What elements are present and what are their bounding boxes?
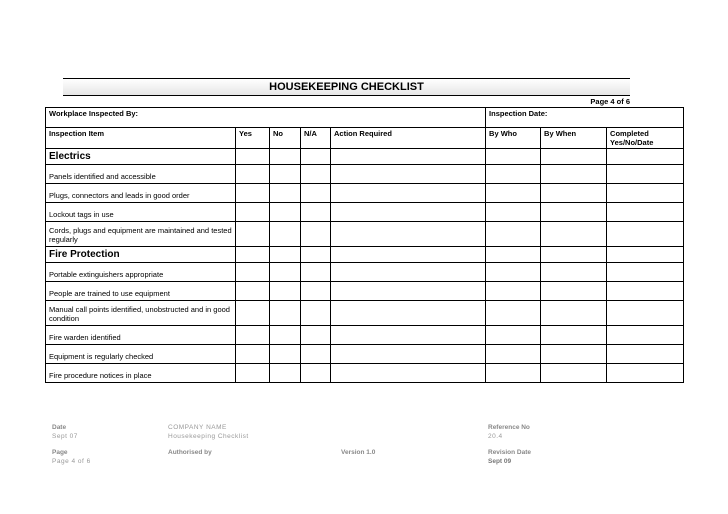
by-when-cell[interactable] [541, 345, 607, 364]
by-when-cell[interactable] [541, 247, 607, 263]
inspection-item-label: Fire procedure notices in place [46, 364, 236, 383]
na-cell[interactable] [301, 149, 331, 165]
header-by-when: By When [541, 128, 607, 149]
no-cell[interactable] [270, 345, 301, 364]
inspection-info-row [46, 108, 684, 128]
footer-reference-label: Reference No [488, 424, 530, 431]
no-cell[interactable] [270, 263, 301, 282]
yes-cell[interactable] [236, 345, 270, 364]
na-cell[interactable] [301, 364, 331, 383]
header-inspection-item: Inspection Item [46, 128, 236, 149]
yes-cell[interactable] [236, 247, 270, 263]
yes-cell[interactable] [236, 222, 270, 247]
document-title: HOUSEKEEPING CHECKLIST [63, 78, 630, 96]
table-row [46, 203, 684, 222]
header-no: No [270, 128, 301, 149]
by-when-cell[interactable] [541, 203, 607, 222]
inspection-item-label: Plugs, connectors and leads in good order [46, 184, 236, 203]
yes-cell[interactable] [236, 282, 270, 301]
na-cell[interactable] [301, 282, 331, 301]
yes-cell[interactable] [236, 203, 270, 222]
table-row [46, 345, 684, 364]
action-cell[interactable] [331, 282, 486, 301]
header-yes: Yes [236, 128, 270, 149]
na-cell[interactable] [301, 345, 331, 364]
completed-cell[interactable] [607, 345, 684, 364]
by-who-cell[interactable] [486, 345, 541, 364]
by-who-cell[interactable] [486, 247, 541, 263]
action-cell[interactable] [331, 326, 486, 345]
no-cell[interactable] [270, 222, 301, 247]
action-cell[interactable] [331, 222, 486, 247]
yes-cell[interactable] [236, 165, 270, 184]
table-row [46, 165, 684, 184]
page-reference: Page 4 of 6 [590, 97, 630, 106]
inspection-item-label: People are trained to use equipment [46, 282, 236, 301]
table-row [46, 326, 684, 345]
action-cell[interactable] [331, 247, 486, 263]
table-row [46, 364, 684, 383]
section-label: Fire Protection [46, 247, 236, 263]
section-row-fire-protection [46, 247, 684, 263]
workplace-inspected-by-field[interactable]: Workplace Inspected By: [46, 108, 486, 128]
by-who-cell[interactable] [486, 364, 541, 383]
column-header-row [46, 128, 684, 149]
by-when-cell[interactable] [541, 282, 607, 301]
na-cell[interactable] [301, 165, 331, 184]
footer-company-name: COMPANY NAME [168, 424, 227, 431]
completed-cell[interactable] [607, 222, 684, 247]
footer-page-label: Page [52, 449, 68, 456]
inspection-item-label: Panels identified and accessible [46, 165, 236, 184]
action-cell[interactable] [331, 364, 486, 383]
by-who-cell[interactable] [486, 149, 541, 165]
inspection-date-field[interactable]: Inspection Date: [486, 108, 684, 128]
footer-date-value: Sept 07 [52, 433, 78, 440]
yes-cell[interactable] [236, 326, 270, 345]
footer-document-name: Housekeeping Checklist [168, 433, 249, 440]
no-cell[interactable] [270, 149, 301, 165]
footer-authorised-label: Authorised by [168, 449, 212, 456]
section-label: Electrics [46, 149, 236, 165]
yes-cell[interactable] [236, 263, 270, 282]
header-completed: Completed Yes/No/Date [607, 128, 684, 149]
table-row [46, 301, 684, 326]
completed-cell[interactable] [607, 301, 684, 326]
na-cell[interactable] [301, 184, 331, 203]
action-cell[interactable] [331, 184, 486, 203]
table-row [46, 282, 684, 301]
completed-cell[interactable] [607, 203, 684, 222]
footer-version: Version 1.0 [341, 449, 376, 456]
by-who-cell[interactable] [486, 222, 541, 247]
completed-cell[interactable] [607, 326, 684, 345]
header-action-required: Action Required [331, 128, 486, 149]
inspection-item-label: Equipment is regularly checked [46, 345, 236, 364]
by-when-cell[interactable] [541, 184, 607, 203]
by-who-cell[interactable] [486, 301, 541, 326]
na-cell[interactable] [301, 263, 331, 282]
completed-cell[interactable] [607, 247, 684, 263]
footer-date-label: Date [52, 424, 67, 431]
na-cell[interactable] [301, 203, 331, 222]
by-when-cell[interactable] [541, 364, 607, 383]
completed-cell[interactable] [607, 184, 684, 203]
header-na: N/A [301, 128, 331, 149]
action-cell[interactable] [331, 301, 486, 326]
action-cell[interactable] [331, 203, 486, 222]
na-cell[interactable] [301, 247, 331, 263]
completed-cell[interactable] [607, 364, 684, 383]
footer-reference-value: 20.4 [488, 433, 503, 440]
footer-revision-label: Revision Date [488, 449, 531, 456]
no-cell[interactable] [270, 282, 301, 301]
header-by-who: By Who [486, 128, 541, 149]
action-cell[interactable] [331, 345, 486, 364]
document-footer [52, 423, 632, 473]
no-cell[interactable] [270, 247, 301, 263]
by-when-cell[interactable] [541, 301, 607, 326]
inspection-item-label: Fire warden identified [46, 326, 236, 345]
by-who-cell[interactable] [486, 203, 541, 222]
table-row [46, 263, 684, 282]
by-who-cell[interactable] [486, 326, 541, 345]
no-cell[interactable] [270, 301, 301, 326]
footer-revision-value: Sept 09 [488, 458, 512, 465]
completed-cell[interactable] [607, 282, 684, 301]
inspection-item-label: Portable extinguishers appropriate [46, 263, 236, 282]
section-row-electrics [46, 149, 684, 165]
by-when-cell[interactable] [541, 149, 607, 165]
table-row [46, 222, 684, 247]
by-when-cell[interactable] [541, 222, 607, 247]
by-when-cell[interactable] [541, 263, 607, 282]
no-cell[interactable] [270, 364, 301, 383]
yes-cell[interactable] [236, 184, 270, 203]
yes-cell[interactable] [236, 301, 270, 326]
by-who-cell[interactable] [486, 184, 541, 203]
by-who-cell[interactable] [486, 282, 541, 301]
no-cell[interactable] [270, 184, 301, 203]
action-cell[interactable] [331, 263, 486, 282]
inspection-item-label: Cords, plugs and equipment are maintained and tested regularly [46, 222, 236, 247]
na-cell[interactable] [301, 222, 331, 247]
table-row [46, 184, 684, 203]
by-who-cell[interactable] [486, 263, 541, 282]
completed-cell[interactable] [607, 149, 684, 165]
completed-cell[interactable] [607, 263, 684, 282]
yes-cell[interactable] [236, 364, 270, 383]
by-when-cell[interactable] [541, 165, 607, 184]
by-when-cell[interactable] [541, 326, 607, 345]
completed-cell[interactable] [607, 165, 684, 184]
no-cell[interactable] [270, 326, 301, 345]
action-cell[interactable] [331, 165, 486, 184]
yes-cell[interactable] [236, 149, 270, 165]
by-who-cell[interactable] [486, 165, 541, 184]
footer-page-value: Page 4 of 6 [52, 458, 91, 465]
no-cell[interactable] [270, 165, 301, 184]
checklist-table [45, 107, 684, 383]
na-cell[interactable] [301, 301, 331, 326]
no-cell[interactable] [270, 203, 301, 222]
inspection-item-label: Manual call points identified, unobstructed and in good condition [46, 301, 236, 326]
na-cell[interactable] [301, 326, 331, 345]
action-cell[interactable] [331, 149, 486, 165]
inspection-item-label: Lockout tags in use [46, 203, 236, 222]
